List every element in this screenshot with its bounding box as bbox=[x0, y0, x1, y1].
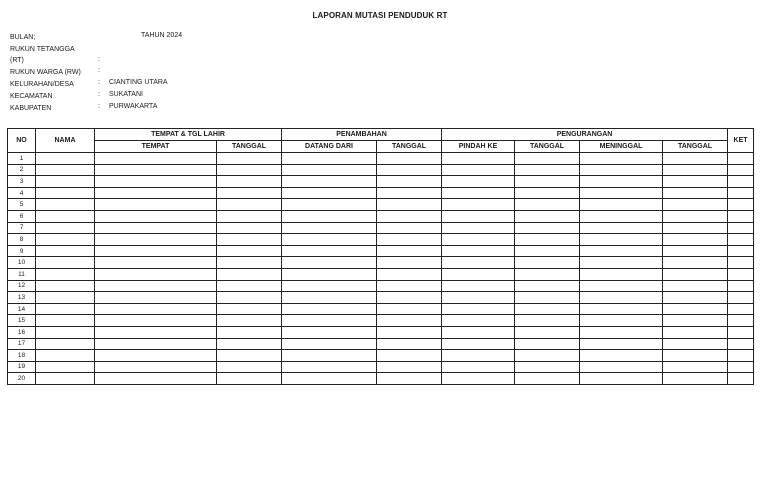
table-cell[interactable] bbox=[728, 280, 754, 292]
table-cell[interactable] bbox=[728, 350, 754, 362]
table-cell[interactable] bbox=[36, 361, 95, 373]
table-cell[interactable] bbox=[95, 361, 217, 373]
table-cell[interactable] bbox=[515, 176, 580, 188]
table-row bbox=[8, 315, 754, 327]
row-number: 3 bbox=[8, 176, 36, 188]
table-row bbox=[8, 210, 754, 222]
row-number: 1 bbox=[8, 153, 36, 165]
table-cell[interactable] bbox=[663, 234, 728, 246]
table-row bbox=[8, 245, 754, 257]
table-cell[interactable] bbox=[217, 373, 282, 385]
col-header-tanggal-datang: TANGGAL bbox=[377, 141, 442, 153]
rw-label: RUKUN WARGA (RW) bbox=[10, 69, 81, 76]
table-cell[interactable] bbox=[580, 326, 663, 338]
table-cell[interactable] bbox=[663, 373, 728, 385]
table-cell[interactable] bbox=[95, 280, 217, 292]
kecamatan-value: SUKATANI bbox=[109, 91, 143, 98]
table-cell[interactable] bbox=[282, 164, 377, 176]
table-cell[interactable] bbox=[95, 176, 217, 188]
table-cell[interactable] bbox=[377, 164, 442, 176]
table-cell[interactable] bbox=[217, 350, 282, 362]
table-cell[interactable] bbox=[442, 326, 515, 338]
table-cell[interactable] bbox=[282, 199, 377, 211]
table-cell[interactable] bbox=[282, 326, 377, 338]
table-cell[interactable] bbox=[515, 164, 580, 176]
table-cell[interactable] bbox=[580, 268, 663, 280]
table-cell[interactable] bbox=[95, 234, 217, 246]
col-group-penambahan: PENAMBAHAN bbox=[282, 129, 442, 141]
table-cell[interactable] bbox=[442, 292, 515, 304]
table-cell[interactable] bbox=[36, 187, 95, 199]
table-cell[interactable] bbox=[36, 326, 95, 338]
table-cell[interactable] bbox=[442, 257, 515, 269]
table-cell[interactable] bbox=[36, 164, 95, 176]
table-cell[interactable] bbox=[217, 176, 282, 188]
row-number: 6 bbox=[8, 210, 36, 222]
report-title: LAPORAN MUTASI PENDUDUK RT bbox=[312, 11, 448, 20]
table-cell[interactable] bbox=[282, 153, 377, 165]
table-cell[interactable] bbox=[282, 210, 377, 222]
table-cell[interactable] bbox=[377, 199, 442, 211]
col-group-lahir: TEMPAT & TGL LAHIR bbox=[95, 129, 282, 141]
table-cell[interactable] bbox=[282, 373, 377, 385]
table-cell[interactable] bbox=[515, 210, 580, 222]
col-header-no: NO bbox=[8, 129, 36, 153]
col-header-meninggal: MENINGGAL bbox=[580, 141, 663, 153]
table-row bbox=[8, 222, 754, 234]
table-cell[interactable] bbox=[728, 222, 754, 234]
table-cell[interactable] bbox=[580, 245, 663, 257]
table-cell[interactable] bbox=[36, 292, 95, 304]
table-cell[interactable] bbox=[377, 176, 442, 188]
table-cell[interactable] bbox=[377, 268, 442, 280]
kabupaten-colon: : bbox=[98, 103, 100, 110]
table-cell[interactable] bbox=[217, 280, 282, 292]
table-cell[interactable] bbox=[282, 361, 377, 373]
table-cell[interactable] bbox=[728, 373, 754, 385]
table-cell[interactable] bbox=[442, 164, 515, 176]
row-number: 9 bbox=[8, 245, 36, 257]
table-cell[interactable] bbox=[663, 210, 728, 222]
table-cell[interactable] bbox=[442, 280, 515, 292]
col-header-tanggal-lahir: TANGGAL bbox=[217, 141, 282, 153]
table-cell[interactable] bbox=[282, 176, 377, 188]
table-cell[interactable] bbox=[36, 153, 95, 165]
table-cell[interactable] bbox=[728, 176, 754, 188]
table-cell[interactable] bbox=[728, 245, 754, 257]
table-cell[interactable] bbox=[663, 222, 728, 234]
table-cell[interactable] bbox=[36, 373, 95, 385]
table-cell[interactable] bbox=[377, 361, 442, 373]
row-number: 2 bbox=[8, 164, 36, 176]
table-cell[interactable] bbox=[36, 210, 95, 222]
table-cell[interactable] bbox=[442, 303, 515, 315]
table-cell[interactable] bbox=[663, 338, 728, 350]
table-row bbox=[8, 257, 754, 269]
row-number: 17 bbox=[8, 338, 36, 350]
row-number: 18 bbox=[8, 350, 36, 362]
table-cell[interactable] bbox=[377, 350, 442, 362]
table-cell[interactable] bbox=[442, 199, 515, 211]
table-cell[interactable] bbox=[36, 338, 95, 350]
table-cell[interactable] bbox=[580, 361, 663, 373]
row-number: 13 bbox=[8, 292, 36, 304]
table-cell[interactable] bbox=[377, 315, 442, 327]
table-cell[interactable] bbox=[377, 234, 442, 246]
kelurahan-value: CIANTING UTARA bbox=[109, 79, 168, 86]
kabupaten-label: KABUPATEN bbox=[10, 105, 52, 112]
table-row bbox=[8, 303, 754, 315]
table-cell[interactable] bbox=[728, 268, 754, 280]
table-cell[interactable] bbox=[377, 187, 442, 199]
table-cell[interactable] bbox=[95, 153, 217, 165]
table-cell[interactable] bbox=[217, 292, 282, 304]
table-cell[interactable] bbox=[282, 268, 377, 280]
table-cell[interactable] bbox=[515, 373, 580, 385]
table-cell[interactable] bbox=[95, 187, 217, 199]
row-number: 14 bbox=[8, 303, 36, 315]
table-cell[interactable] bbox=[580, 210, 663, 222]
table-cell[interactable] bbox=[442, 268, 515, 280]
table-cell[interactable] bbox=[442, 315, 515, 327]
kelurahan-colon: : bbox=[98, 79, 100, 86]
table-row bbox=[8, 373, 754, 385]
table-cell[interactable] bbox=[515, 268, 580, 280]
table-cell[interactable] bbox=[663, 292, 728, 304]
table-cell[interactable] bbox=[442, 187, 515, 199]
kelurahan-label: KELURAHAN/DESA bbox=[10, 81, 74, 88]
table-cell[interactable] bbox=[282, 303, 377, 315]
table-cell[interactable] bbox=[442, 176, 515, 188]
table-cell[interactable] bbox=[663, 153, 728, 165]
table-header-row-1 bbox=[8, 129, 754, 141]
table-row bbox=[8, 199, 754, 211]
table-cell[interactable] bbox=[580, 315, 663, 327]
table-cell[interactable] bbox=[728, 292, 754, 304]
table-cell[interactable] bbox=[580, 350, 663, 362]
table-cell[interactable] bbox=[377, 245, 442, 257]
table-row bbox=[8, 268, 754, 280]
table-cell[interactable] bbox=[515, 361, 580, 373]
kecamatan-label: KECAMATAN bbox=[10, 93, 53, 100]
table-cell[interactable] bbox=[580, 303, 663, 315]
kecamatan-colon: : bbox=[98, 91, 100, 98]
table-cell[interactable] bbox=[442, 222, 515, 234]
table-cell[interactable] bbox=[663, 280, 728, 292]
table-row bbox=[8, 350, 754, 362]
table-cell[interactable] bbox=[580, 222, 663, 234]
table-cell[interactable] bbox=[377, 373, 442, 385]
table-cell[interactable] bbox=[728, 257, 754, 269]
table-cell[interactable] bbox=[442, 234, 515, 246]
table-cell[interactable] bbox=[663, 326, 728, 338]
table-cell[interactable] bbox=[377, 303, 442, 315]
table-cell[interactable] bbox=[580, 373, 663, 385]
table-cell[interactable] bbox=[442, 338, 515, 350]
table-cell[interactable] bbox=[95, 315, 217, 327]
table-cell[interactable] bbox=[95, 350, 217, 362]
table-header-row-2 bbox=[8, 141, 754, 153]
col-header-datang-dari: DATANG DARI bbox=[282, 141, 377, 153]
table-cell[interactable] bbox=[217, 361, 282, 373]
table-cell[interactable] bbox=[663, 187, 728, 199]
table-cell[interactable] bbox=[282, 315, 377, 327]
row-number: 20 bbox=[8, 373, 36, 385]
row-number: 19 bbox=[8, 361, 36, 373]
bulan-label: BULAN; bbox=[10, 34, 36, 41]
table-cell[interactable] bbox=[728, 153, 754, 165]
table-cell[interactable] bbox=[95, 164, 217, 176]
col-header-tempat: TEMPAT bbox=[95, 141, 217, 153]
table-cell[interactable] bbox=[95, 199, 217, 211]
table-cell[interactable] bbox=[580, 176, 663, 188]
table-cell[interactable] bbox=[377, 153, 442, 165]
table-cell[interactable] bbox=[36, 315, 95, 327]
year-label: TAHUN 2024 bbox=[141, 32, 183, 39]
table-cell[interactable] bbox=[728, 315, 754, 327]
table-cell[interactable] bbox=[95, 292, 217, 304]
rt-colon: : bbox=[98, 56, 100, 63]
table-cell[interactable] bbox=[515, 199, 580, 211]
table-cell[interactable] bbox=[663, 303, 728, 315]
table-row bbox=[8, 176, 754, 188]
table-cell[interactable] bbox=[515, 350, 580, 362]
table-cell[interactable] bbox=[580, 164, 663, 176]
table-cell[interactable] bbox=[36, 222, 95, 234]
table-cell[interactable] bbox=[36, 234, 95, 246]
table-cell[interactable] bbox=[580, 153, 663, 165]
table-cell[interactable] bbox=[95, 326, 217, 338]
table-cell[interactable] bbox=[282, 257, 377, 269]
table-cell[interactable] bbox=[36, 257, 95, 269]
table-cell[interactable] bbox=[377, 292, 442, 304]
table-cell[interactable] bbox=[663, 199, 728, 211]
table-row bbox=[8, 153, 754, 165]
table-cell[interactable] bbox=[515, 257, 580, 269]
table-cell[interactable] bbox=[728, 338, 754, 350]
table-cell[interactable] bbox=[728, 303, 754, 315]
row-number: 16 bbox=[8, 326, 36, 338]
row-number: 11 bbox=[8, 268, 36, 280]
row-number: 12 bbox=[8, 280, 36, 292]
table-cell[interactable] bbox=[36, 350, 95, 362]
table-body bbox=[8, 153, 754, 385]
table-cell[interactable] bbox=[580, 234, 663, 246]
table-row bbox=[8, 326, 754, 338]
table-cell[interactable] bbox=[728, 199, 754, 211]
table-cell[interactable] bbox=[442, 210, 515, 222]
table-cell[interactable] bbox=[515, 245, 580, 257]
row-number: 8 bbox=[8, 234, 36, 246]
table-cell[interactable] bbox=[377, 280, 442, 292]
col-header-tanggal-meninggal: TANGGAL bbox=[663, 141, 728, 153]
table-cell[interactable] bbox=[217, 164, 282, 176]
table-cell[interactable] bbox=[663, 245, 728, 257]
table-cell[interactable] bbox=[282, 280, 377, 292]
table-cell[interactable] bbox=[95, 222, 217, 234]
table-cell[interactable] bbox=[663, 176, 728, 188]
table-cell[interactable] bbox=[217, 303, 282, 315]
table-cell[interactable] bbox=[728, 187, 754, 199]
table-cell[interactable] bbox=[217, 257, 282, 269]
row-number: 10 bbox=[8, 257, 36, 269]
table-cell[interactable] bbox=[580, 280, 663, 292]
table-cell[interactable] bbox=[728, 234, 754, 246]
table-cell[interactable] bbox=[515, 338, 580, 350]
table-cell[interactable] bbox=[728, 164, 754, 176]
table-cell[interactable] bbox=[377, 210, 442, 222]
table-cell[interactable] bbox=[728, 361, 754, 373]
col-header-ket: KET bbox=[728, 129, 754, 153]
table-row bbox=[8, 234, 754, 246]
table-cell[interactable] bbox=[282, 292, 377, 304]
table-cell[interactable] bbox=[377, 257, 442, 269]
table-cell[interactable] bbox=[728, 326, 754, 338]
table-cell[interactable] bbox=[36, 245, 95, 257]
table-cell[interactable] bbox=[442, 350, 515, 362]
col-header-pindah-ke: PINDAH KE bbox=[442, 141, 515, 153]
mutasi-table bbox=[7, 128, 754, 385]
table-row bbox=[8, 361, 754, 373]
table-cell[interactable] bbox=[282, 187, 377, 199]
table-cell[interactable] bbox=[515, 292, 580, 304]
table-cell[interactable] bbox=[95, 245, 217, 257]
table-cell[interactable] bbox=[515, 315, 580, 327]
col-header-nama: NAMA bbox=[36, 129, 95, 153]
table-cell[interactable] bbox=[36, 199, 95, 211]
table-cell[interactable] bbox=[515, 303, 580, 315]
table-cell[interactable] bbox=[282, 350, 377, 362]
table-cell[interactable] bbox=[282, 338, 377, 350]
table-cell[interactable] bbox=[663, 257, 728, 269]
row-number: 4 bbox=[8, 187, 36, 199]
table-cell[interactable] bbox=[580, 187, 663, 199]
table-cell[interactable] bbox=[217, 153, 282, 165]
table-cell[interactable] bbox=[217, 268, 282, 280]
table-cell[interactable] bbox=[515, 326, 580, 338]
table-cell[interactable] bbox=[217, 199, 282, 211]
table-cell[interactable] bbox=[217, 315, 282, 327]
table-cell[interactable] bbox=[728, 210, 754, 222]
table-cell[interactable] bbox=[377, 326, 442, 338]
table-cell[interactable] bbox=[580, 338, 663, 350]
table-cell[interactable] bbox=[217, 222, 282, 234]
table-cell[interactable] bbox=[663, 350, 728, 362]
table-cell[interactable] bbox=[36, 303, 95, 315]
table-cell[interactable] bbox=[217, 338, 282, 350]
table-cell[interactable] bbox=[95, 268, 217, 280]
table-row bbox=[8, 280, 754, 292]
table-cell[interactable] bbox=[36, 176, 95, 188]
rw-colon: : bbox=[98, 67, 100, 74]
rt-label bbox=[10, 44, 90, 66]
col-header-tanggal-pindah: TANGGAL bbox=[515, 141, 580, 153]
table-cell[interactable] bbox=[515, 187, 580, 199]
table-cell[interactable] bbox=[515, 234, 580, 246]
table-cell[interactable] bbox=[515, 222, 580, 234]
table-cell[interactable] bbox=[36, 280, 95, 292]
table-cell[interactable] bbox=[663, 164, 728, 176]
table-row bbox=[8, 338, 754, 350]
table-cell[interactable] bbox=[663, 268, 728, 280]
table-row bbox=[8, 292, 754, 304]
table-cell[interactable] bbox=[217, 210, 282, 222]
table-cell[interactable] bbox=[663, 315, 728, 327]
table-cell[interactable] bbox=[377, 222, 442, 234]
rt-label-line2: (RT) bbox=[10, 57, 24, 64]
table-cell[interactable] bbox=[95, 257, 217, 269]
table-cell[interactable] bbox=[442, 361, 515, 373]
row-number: 7 bbox=[8, 222, 36, 234]
rt-label-line1: RUKUN TETANGGA bbox=[10, 46, 75, 53]
table-cell[interactable] bbox=[217, 187, 282, 199]
table-cell[interactable] bbox=[377, 338, 442, 350]
table-cell[interactable] bbox=[515, 280, 580, 292]
table-cell[interactable] bbox=[36, 268, 95, 280]
table-cell[interactable] bbox=[442, 373, 515, 385]
table-cell[interactable] bbox=[95, 303, 217, 315]
table-cell[interactable] bbox=[95, 338, 217, 350]
table-cell[interactable] bbox=[580, 199, 663, 211]
table-row bbox=[8, 164, 754, 176]
table-cell[interactable] bbox=[282, 234, 377, 246]
table-cell[interactable] bbox=[282, 245, 377, 257]
table-cell[interactable] bbox=[442, 153, 515, 165]
table-cell[interactable] bbox=[217, 245, 282, 257]
table-cell[interactable] bbox=[282, 222, 377, 234]
table-cell[interactable] bbox=[95, 210, 217, 222]
table-cell[interactable] bbox=[515, 153, 580, 165]
table-cell[interactable] bbox=[663, 361, 728, 373]
row-number: 5 bbox=[8, 199, 36, 211]
row-number: 15 bbox=[8, 315, 36, 327]
table-cell[interactable] bbox=[580, 257, 663, 269]
col-group-pengurangan: PENGURANGAN bbox=[442, 129, 728, 141]
table-cell[interactable] bbox=[217, 234, 282, 246]
table-cell[interactable] bbox=[442, 245, 515, 257]
table-cell[interactable] bbox=[217, 326, 282, 338]
kabupaten-value: PURWAKARTA bbox=[109, 103, 158, 110]
table-row bbox=[8, 187, 754, 199]
table-cell[interactable] bbox=[580, 292, 663, 304]
table-cell[interactable] bbox=[95, 373, 217, 385]
